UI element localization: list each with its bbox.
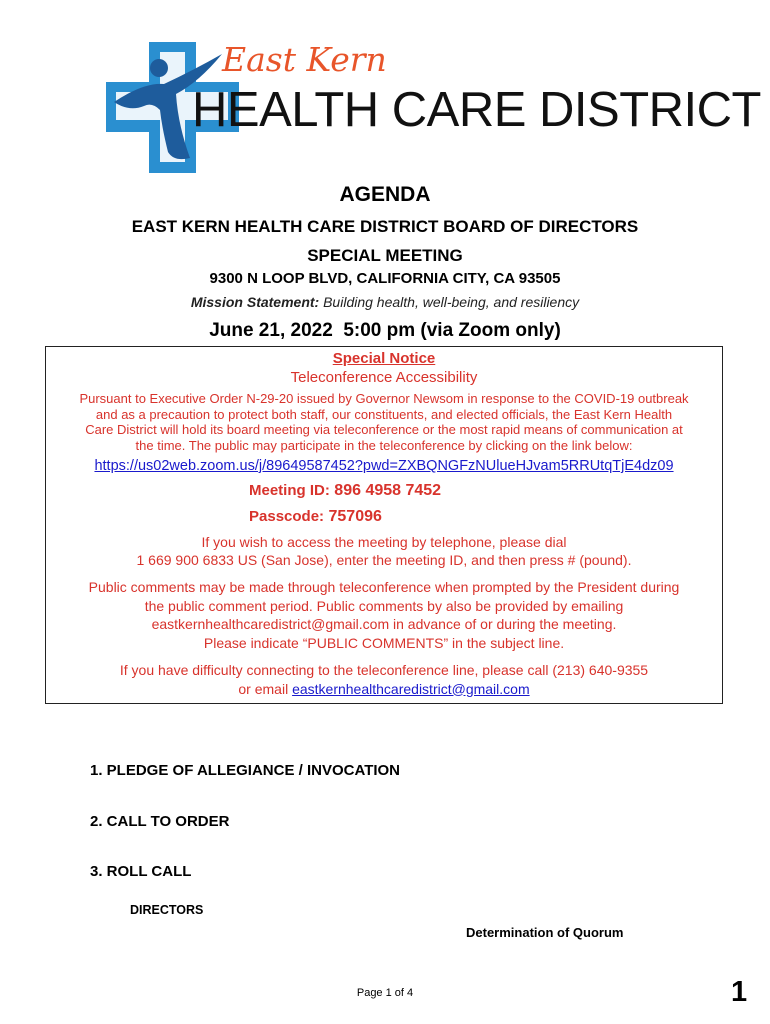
logo-main-text: HEALTH CARE DISTRICT [192,83,761,137]
agenda-item-call-to-order: 2. CALL TO ORDER [90,813,230,830]
directors-label: DIRECTORS [130,903,204,917]
meeting-id [249,482,441,500]
mission-statement [0,294,770,310]
special-meeting-heading: SPECIAL MEETING [307,246,463,265]
address: 9300 N LOOP BLVD, CALIFORNIA CITY, CA 93505 [209,270,561,287]
meeting-id-value: 896 4958 7452 [334,482,442,499]
difficulty-line: If you have difficulty connecting to the teleconference line, please call (213) 640-9355 [119,662,649,678]
logo-script-text: East Kern [222,40,387,79]
telephone-line: If you wish to access the meeting by telephone, please dial [201,534,567,550]
mission-label: Mission Statement: [190,294,320,310]
passcode-value: 757096 [328,508,382,525]
page-number: 1 [731,976,748,1008]
notice-paragraph [46,391,722,453]
meeting-id-label: Meeting ID: [249,482,330,499]
email-link[interactable]: eastkernhealthcaredistrict@gmail.com [292,680,530,697]
public-comments-line: eastkernhealthcaredistrict@gmail.com in advance of or during the meeting. [151,616,617,632]
board-heading: EAST KERN HEALTH CARE DISTRICT BOARD OF DIRECTORS [131,217,639,236]
agenda-item-pledge: 1. PLEDGE OF ALLEGIANCE / INVOCATION [90,762,401,779]
page-indicator: Page 1 of 4 [356,987,414,999]
public-comments-line: Please indicate “PUBLIC COMMENTS” in the subject line. [203,634,565,651]
notice-line: Pursuant to Executive Order N-29-20 issued by Governor Newsom in response to the COVID-19 outbreak [79,391,689,406]
public-comments-line: Public comments may be made through teleconference when prompted by the President during [88,579,680,595]
agenda-heading: AGENDA [339,183,431,206]
meeting-date: June 21, 2022 5:00 pm (via Zoom only) [209,320,561,341]
notice-title: Special Notice [332,350,436,367]
notice-line: Care District will hold its board meeting via teleconference or the most rapid means of communication at [85,422,683,437]
quorum-label: Determination of Quorum [466,925,624,940]
notice-line: the time. The public may participate in the teleconference by clicking on the link below: [135,437,633,453]
passcode-label: Passcode: [249,508,325,525]
mission-text: Building health, well-being, and resiliency [323,294,580,310]
agenda-item-roll-call: 3. ROLL CALL [90,863,192,880]
notice-subtitle: Teleconference Accessibility [290,369,478,386]
telephone-line: 1 669 900 6833 US (San Jose), enter the meeting ID, and then press # (pound). [136,551,632,568]
email-prefix: or email [238,680,289,697]
telephone-instructions [46,534,722,569]
difficulty-contact [46,661,722,698]
special-notice-box [45,346,723,704]
email-line [46,680,722,699]
public-comments [46,578,722,652]
district-logo [104,40,761,175]
notice-line: and as a precaution to protect both staff, our constituents, and elected officials, the East Kern Health [95,406,673,422]
passcode [249,508,382,526]
zoom-link[interactable]: https://us02web.zoom.us/j/89649587452?pwd=ZXBQNGFzNUlueHJvam5RRUtqTjE4dz09 [94,458,674,474]
public-comments-line: the public comment period. Public comments by also be provided by emailing [144,597,624,614]
